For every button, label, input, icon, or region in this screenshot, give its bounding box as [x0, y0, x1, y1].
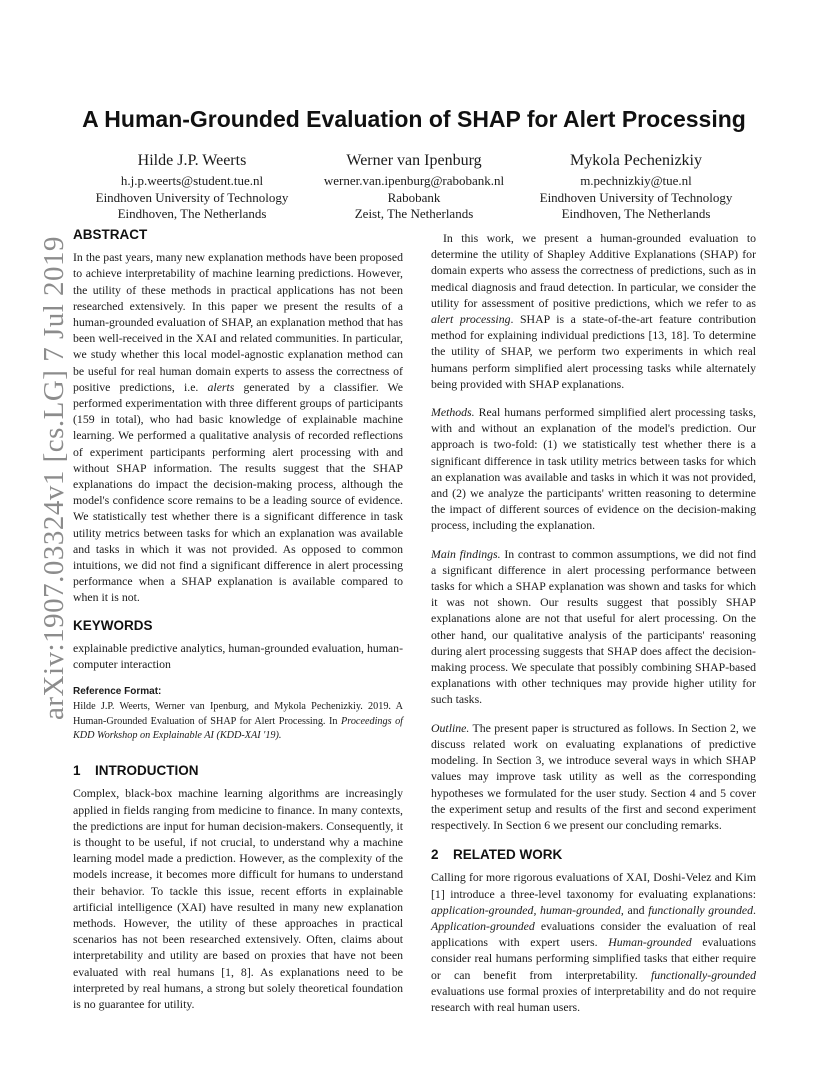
author-location: Eindhoven, The Netherlands	[561, 206, 711, 221]
author-block-1	[62, 151, 322, 223]
outline-paragraph: Outline. The present paper is structured as follows. In Section 2, we discuss related work on evaluating explanations of predictive modeling. In Section 3, we introduce several ways in which SHAP values may improve task utility as well as the corresponding hypotheses we formulated for the user study. Section 4 and 5 cover the experiment setup and results of the first and second experiment respectively. In Section 6 we present our concluding remarks.	[431, 720, 756, 832]
arxiv-identifier: arXiv:1907.03324v1 [cs.LG] 7 Jul 2019	[38, 235, 70, 720]
author-name: Mykola Pechenizkiy	[570, 152, 702, 169]
author-location: Zeist, The Netherlands	[354, 206, 474, 221]
author-email: werner.van.ipenburg@rabobank.nl	[323, 173, 505, 188]
abstract-text: In the past years, many new explanation methods have been proposed to achieve interpretability of machine learning predictions. However, the utility of these methods in practical applications has not been researched extensively. In this paper we present the results of a human-grounded evaluation of SHAP, an explanation method that has been well-received in the XAI and related communities. In particular, we study whether this local model-agnostic explanation method can be useful for real human domain experts to assess the correctness of positive predictions, i.e. alerts generated by a classifier. We performed experimentation with three different groups of participants (159 in total), who had basic knowledge of explainable machine learning. We performed a qualitative analysis of recorded reflections of experiment participants performing alert processing with and without SHAP information. The results suggest that the SHAP explanations do impact the decision-making process, although the model's confidence score remains to be a leading source of evidence. We statistically test whether there is a significant difference in task utility metrics between tasks for which an explanation was available and tasks in which it was not provided. As opposed to common intuitions, we did not find a significant difference in alert processing performance when a SHAP explanation is available compared to when it is not.	[73, 250, 403, 605]
keywords-text: explainable predictive analytics, human-grounded evaluation, human-computer interaction	[73, 640, 403, 672]
paper-title: A Human-Grounded Evaluation of SHAP for Alert Processing	[82, 106, 746, 132]
arxiv-stamp	[12, 0, 70, 1072]
abstract-heading: ABSTRACT	[73, 227, 148, 242]
author-affiliation: Rabobank	[387, 189, 441, 205]
right-column	[431, 230, 756, 1015]
author-location: Eindhoven, The Netherlands	[117, 206, 267, 221]
author-name: Werner van Ipenburg	[346, 152, 482, 169]
author-block-3	[506, 151, 766, 223]
left-column	[73, 227, 403, 1012]
introduction-heading: 1 INTRODUCTION	[73, 763, 199, 779]
intro-paragraph: In this work, we present a human-grounded evaluation to determine the utility of Shapley Additive Explanations (SHAP) for domain experts who assess the correctness of predictions, such as in medical diagnosis and fraud detection. In particular, we consider the utility for assessment of positive predictions, which we refer to as alert processing. SHAP is a state-of-the-art feature contribution method for explaining individual predictions [13, 18]. To determine the utility of SHAP, we perform two experiments in which real humans perform simplified alert processing tasks while alternately being provided with SHAP explanations.	[431, 231, 756, 391]
author-affiliation: Eindhoven University of Technology	[95, 189, 289, 205]
author-block-2	[284, 151, 544, 223]
related-work-heading: 2 RELATED WORK	[431, 847, 563, 863]
author-email: h.j.p.weerts@student.tue.nl	[120, 173, 264, 188]
author-email: m.pechnizkiy@tue.nl	[580, 173, 692, 188]
reference-format-text: Hilde J.P. Weerts, Werner van Ipenburg, and Mykola Pechenizkiy. 2019. A Human-Grounded Evaluation of SHAP for Alert Processing. In Proceedings of KDD Workshop on Explainable AI (KDD-XAI '19).	[73, 701, 404, 741]
keywords-heading: KEYWORDS	[73, 617, 153, 633]
introduction-text: Complex, black-box machine learning algorithms are increasingly applied in fields ranging from medicine to finance. In many contexts, the predictions are input for human decision-makers. Consequently, it is thought to be useful, if not crucial, to understand why a machine learning model made a prediction. However, as the complexity of the models increase, it becomes more difficult for humans to understand their behavior. To tackle this issue, recent efforts in explainable artificial intelligence (XAI) have resulted in many new explanation methods. However, the utility of these approaches in practical scenarios has not been researched extensively. Often, claims about interpretability and utility are based on proxies that have not been evaluated with real humans [1, 8]. As explanations need to be interpreted by real humans, a strong but solely theoretical foundation is no guarantee for utility.	[73, 786, 403, 1011]
main-findings-paragraph: Main findings. In contrast to common assumptions, we did not find a significant difference in alert processing performance between tasks for which a SHAP explanation was shown and tasks for which it was not shown. Our results suggest that possibly SHAP explanations alone are not that useful for alert processing. On the other hand, our qualitative analysis of the participants' reasoning during alert processing suggests that SHAP does affect the decision-making process. We speculate that possibly combining SHAP-based explanations with other techniques may provide higher utility for such tasks.	[431, 546, 756, 707]
related-work-text: Calling for more rigorous evaluations of XAI, Doshi-Velez and Kim [1] introduce a three-level taxonomy for evaluating explanations: application-grounded, human-grounded, and functionally grounded. Application-grounded evaluations consider the evaluation of real applications with expert users. Human-grounded evaluations consider real humans performing simplified tasks that either require or can benefit from interpretability. functionally-grounded evaluations use formal proxies of interpretability and do not require research with real human users.	[431, 870, 757, 1014]
author-affiliation: Eindhoven University of Technology	[539, 189, 733, 205]
methods-paragraph: Methods. Real humans performed simplified alert processing tasks, with and without an explanation of the model's prediction. Our approach is two-fold: (1) we statistically test whether there is a significant difference in task utility metrics between tasks for which an explanation was available and tasks in which it was not provided, and (2) we analyze the participants' written reasoning to determine the impact of different sources of evidence on the decision-making process, including the explanation.	[431, 405, 756, 533]
reference-format-heading: Reference Format:	[73, 686, 162, 698]
author-name: Hilde J.P. Weerts	[137, 152, 247, 169]
